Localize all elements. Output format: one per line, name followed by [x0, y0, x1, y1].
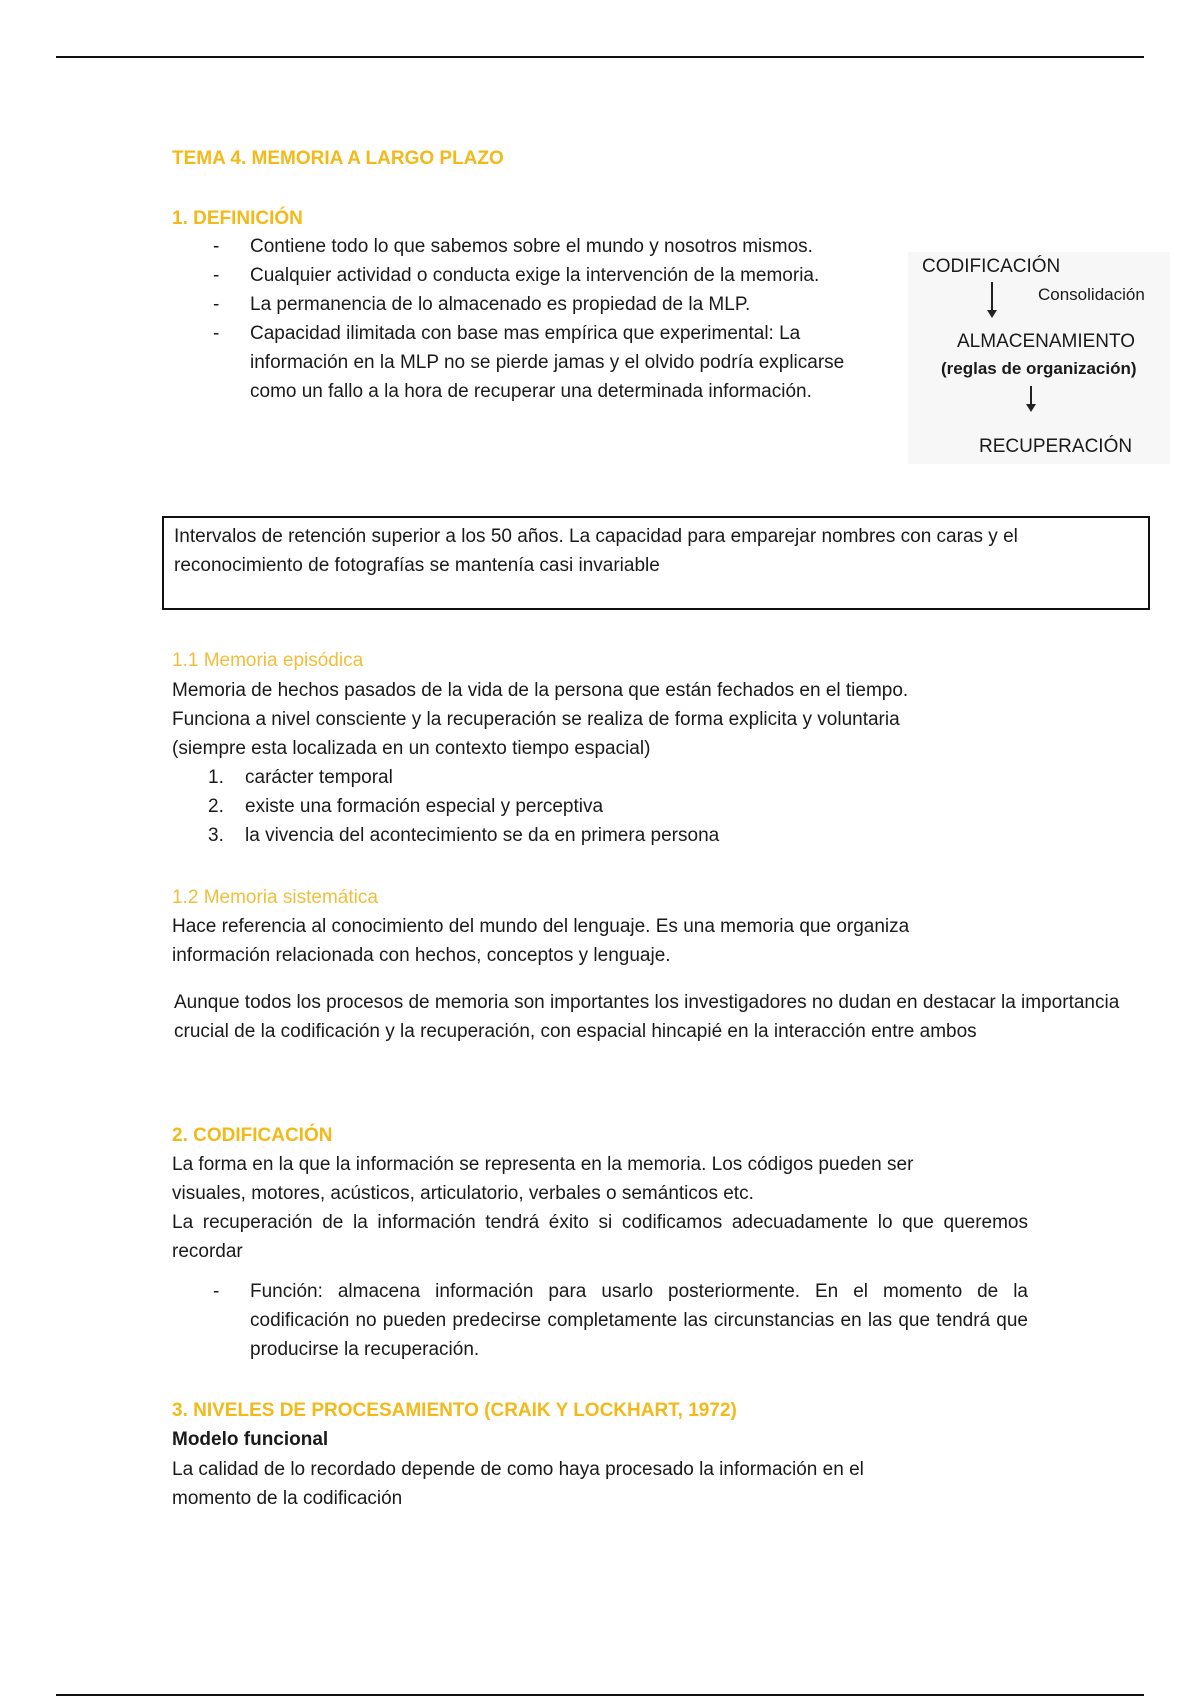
list-item: - La permanencia de lo almacenado es propiedad de la MLP. — [172, 290, 894, 319]
retention-note-text: Intervalos de retención superior a los 50 años. La capacidad para emparejar nombres con caras y el reconocimiento de fotografías se mantenía casi invariable — [174, 526, 1018, 576]
text-line: visuales, motores, acústicos, articulatorio, verbales o semánticos etc. — [172, 1183, 754, 1204]
section-3-subheading: Modelo funcional — [172, 1429, 329, 1450]
list-number: 3. — [208, 825, 224, 846]
text-line: (siempre esta localizada en un contexto tiempo espacial) — [172, 738, 651, 759]
diagram-recuperacion: RECUPERACIÓN — [979, 436, 1133, 457]
list-item — [172, 821, 1052, 850]
definition-list — [172, 232, 894, 406]
bottom-rule — [56, 1694, 1144, 1696]
text-line: Memoria de hechos pasados de la vida de la persona que están fechados en el tiempo. — [172, 680, 909, 701]
list-item — [172, 763, 1052, 792]
text-line: información relacionada con hechos, conceptos y lenguaje. — [172, 945, 671, 966]
section-1-1-body — [172, 676, 1052, 850]
arrowhead-icon — [1026, 404, 1036, 412]
section-2-heading: 2. CODIFICACIÓN — [172, 1125, 333, 1146]
section-2-body — [172, 1150, 1028, 1364]
section-1-2-heading: 1.2 Memoria sistemática — [172, 887, 378, 908]
arrowhead-icon — [987, 310, 997, 318]
top-rule — [56, 56, 1144, 58]
list-text: carácter temporal — [245, 767, 393, 788]
section-1-2-body — [172, 912, 909, 970]
arrow-down-icon — [1030, 386, 1032, 406]
section-3-heading: 3. NIVELES DE PROCESAMIENTO (CRAIK Y LOCKHART, 1972) — [172, 1400, 737, 1421]
list-item: - Cualquier actividad o conducta exige la intervención de la memoria. — [172, 261, 894, 290]
arrow-down-icon — [991, 282, 993, 312]
text-line: Funciona a nivel consciente y la recuperación se realiza de forma explicita y voluntaria — [172, 709, 900, 730]
list-item — [172, 792, 1052, 821]
diagram-reglas: (reglas de organización) — [941, 359, 1137, 378]
list-number: 2. — [208, 796, 224, 817]
page-title: TEMA 4. MEMORIA A LARGO PLAZO — [172, 148, 504, 169]
diagram-almacenamiento: ALMACENAMIENTO — [957, 331, 1136, 352]
function-list — [172, 1277, 1028, 1364]
diagram-codificacion: CODIFICACIÓN — [922, 256, 1061, 277]
list-item: - Función: almacena información para usarlo posteriormente. En el momento de la codificación no pueden predecirse completamente las circunstancias en las que tendrá que producirse la recuperación. — [172, 1277, 1028, 1364]
codification-retrieval-paragraph: Aunque todos los procesos de memoria son importantes los investigadores no dudan en destacar la importancia crucial de la codificación y la recuperación, con espacial hincapié en la interacción entre ambos — [174, 992, 1120, 1042]
list-item: - Contiene todo lo que sabemos sobre el mundo y nosotros mismos. — [172, 232, 894, 261]
memory-process-diagram — [908, 252, 1170, 464]
text-line: La forma en la que la información se representa en la memoria. Los códigos pueden ser — [172, 1154, 914, 1175]
list-number: 1. — [208, 767, 224, 788]
text-line: La calidad de lo recordado depende de como haya procesado la información en el — [172, 1459, 864, 1480]
diagram-consolidacion: Consolidación — [1038, 285, 1145, 304]
list-text: existe una formación especial y perceptiva — [245, 796, 604, 817]
text-line: momento de la codificación — [172, 1488, 403, 1509]
section-3-body — [172, 1455, 864, 1513]
text-line: Hace referencia al conocimiento del mundo del lenguaje. Es una memoria que organiza — [172, 916, 910, 937]
retention-note-box — [162, 516, 1150, 610]
list-item: - Capacidad ilimitada con base mas empírica que experimental: La información en la MLP no se pierde jamas y el olvido podría explicarse como un fallo a la hora de recuperar una determinada información. — [172, 319, 894, 406]
list-text: la vivencia del acontecimiento se da en primera persona — [245, 825, 720, 846]
text-paragraph: La recuperación de la información tendrá éxito si codificamos adecuadamente lo que queremos recordar — [172, 1212, 1028, 1262]
section-1-1-heading: 1.1 Memoria episódica — [172, 650, 364, 671]
section-1-heading: 1. DEFINICIÓN — [172, 208, 303, 229]
episodic-features-list — [172, 763, 1052, 850]
